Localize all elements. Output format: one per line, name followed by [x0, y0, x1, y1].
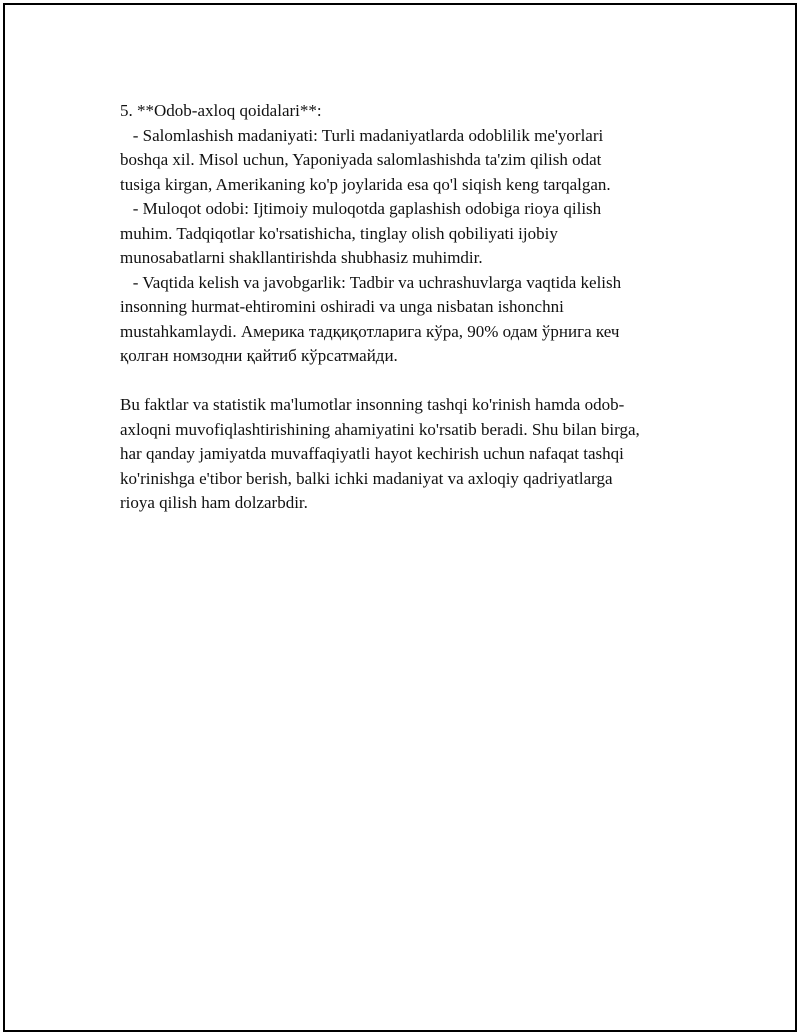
- text-line: қолган номзодни қайтиб кўрсатмайди.: [120, 346, 398, 365]
- text-line: - Vaqtida kelish va javobgarlik: Tadbir va uchrashuvlarga vaqtida kelish: [120, 272, 622, 292]
- page-frame: [3, 3, 797, 1032]
- text-line: muhim. Tadqiqotlar ko'rsatishicha, tinglay olish qobiliyati ijobiy: [120, 223, 558, 243]
- list-item-communication-etiquette: [120, 197, 700, 271]
- list-item-punctuality: [120, 271, 700, 369]
- text-line: tusiga kirgan, Amerikaning ko'p joylarida esa qo'l siqish keng tarqalgan.: [120, 174, 611, 194]
- text-line: Bu faktlar va statistik ma'lumotlar insonning tashqi ko'rinish hamda odob-: [120, 395, 625, 414]
- text-line: munosabatlarni shakllantirishda shubhasiz muhimdir.: [120, 248, 483, 267]
- conclusion-paragraph: [120, 393, 700, 516]
- document-body: [120, 99, 700, 516]
- text-line: - Salomlashish madaniyati: Turli madaniyatlarda odoblilik me'yorlari: [120, 125, 604, 145]
- paragraph-spacer: [120, 369, 700, 394]
- section-heading: 5. **Odob-axloq qoidalari**:: [120, 101, 322, 120]
- text-line: axloqni muvofiqlashtirishining ahamiyatini ko'rsatib beradi. Shu bilan birga,: [120, 419, 640, 439]
- list-item-greeting-culture: [120, 124, 700, 198]
- text-line: mustahkamlaydi. Америка тадқиқотларига кўра, 90% одам ўрнига кеч: [120, 321, 620, 341]
- text-line: ko'rinishga e'tibor berish, balki ichki madaniyat va axloqiy qadriyatlarga: [120, 468, 613, 488]
- text-line: boshqa xil. Misol uchun, Yaponiyada salomlashishda ta'zim qilish odat: [120, 150, 602, 169]
- text-line: rioya qilish ham dolzarbdir.: [120, 493, 308, 512]
- text-line: - Muloqot odobi: Ijtimoiy muloqotda gaplashish odobiga rioya qilish: [120, 199, 602, 218]
- text-line: har qanday jamiyatda muvaffaqiyatli hayot kechirish uchun nafaqat tashqi: [120, 444, 624, 463]
- text-line: insonning hurmat-ehtiromini oshiradi va unga nisbatan ishonchni: [120, 297, 564, 316]
